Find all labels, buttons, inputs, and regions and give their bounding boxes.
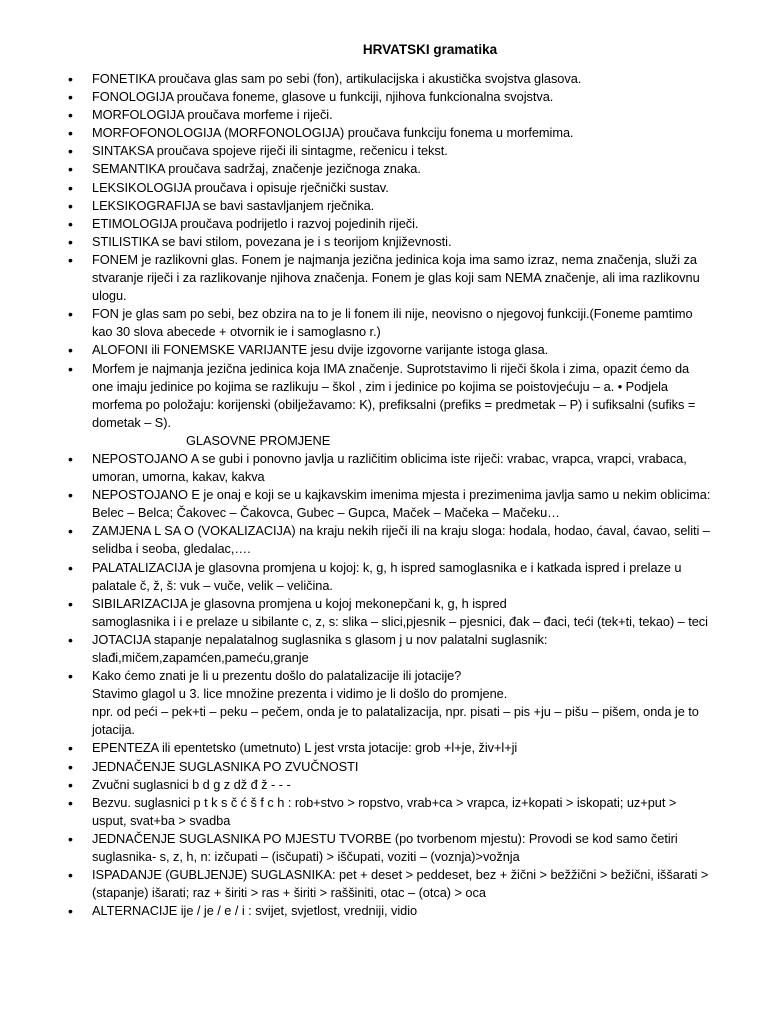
list-item bbox=[92, 233, 717, 251]
list-item bbox=[92, 251, 717, 305]
list-item-line: • SINTAKSA proučava spojeve riječi ili sintagme, rečenicu i tekst. bbox=[92, 143, 448, 159]
list-item-line: Belec – Belca; Čakovec – Čakovca, Gubec – Gupca, Maček – Mačeka – Mačeku… bbox=[92, 505, 560, 521]
list-item bbox=[92, 794, 717, 830]
list-item-line: jotacija. bbox=[92, 722, 135, 738]
list-item bbox=[92, 830, 717, 866]
list-item-line: • MORFOFONOLOGIJA (MORFONOLOGIJA) proučava funkciju fonema u morfemima. bbox=[92, 125, 574, 141]
list-item bbox=[92, 758, 717, 776]
list-item-line: umoran, umorna, kakav, kakva bbox=[92, 469, 265, 485]
list-item-line: • FONEM je razlikovni glas. Fonem je najmanja jezična jedinica koja ima samo izraz, nema značenja, služi za bbox=[92, 251, 697, 267]
list-item-line: • EPENTEZA ili epentetsko (umetnuto) L jest vrsta jotacije: grob +l+je, živ+l+ji bbox=[92, 740, 518, 756]
list-item-line: • FON je glas sam po sebi, bez obzira na to je li fonem ili nije, neovisno o njegovoj funkciji.(Foneme pamtimo bbox=[92, 306, 693, 322]
list-item-line: one imaju jedinice po kojima se razlikuju – škol , zim i jedinice po kojima se poistovjećuju – a. • Podjela bbox=[92, 378, 668, 394]
list-item-line: • SIBILARIZACIJA je glasovna promjena u kojoj mekonepčani k, g, h ispred bbox=[92, 595, 507, 611]
list-item-line: Stavimo glagol u 3. lice množine prezenta i vidimo je li došlo do promjene. bbox=[92, 686, 508, 702]
list-item bbox=[92, 88, 717, 106]
list-item-line: • Morfem je najmanja jezična jedinica koja IMA značenje. Suprotstavimo li riječi škola i zima, opazit ćemo da bbox=[92, 360, 690, 376]
list-item bbox=[92, 902, 717, 920]
list-item-line: • JEDNAČENJE SUGLASNIKA PO MJESTU TVORBE (po tvorbenom mjestu): Provodi se kod samo četiri bbox=[92, 830, 678, 846]
list-item-line: kao 30 slova abecede + otvornik ie i samoglasno r.) bbox=[92, 324, 381, 340]
list-item-line: • NEPOSTOJANO A se gubi i ponovno javlja u različitim oblicima iste riječi: vrabac, vrapca, vrapci, vrabaca, bbox=[92, 450, 687, 466]
list-item bbox=[92, 106, 717, 124]
list-item-line: • MORFOLOGIJA proučava morfeme i riječi. bbox=[92, 107, 333, 123]
list-item-line: • NEPOSTOJANO E je onaj e koji se u kajkavskim imenima mjesta i prezimenima javlja samo u nekim oblicima: bbox=[92, 487, 711, 503]
list-item-line: usput, svat+ba > svadba bbox=[92, 812, 231, 828]
list-item-line: • Bezvu. suglasnici p t k s č ć š f c h : rob+stvo > ropstvo, vrab+ca > vrapca, iz+kopati > iskopati; uz+put > bbox=[92, 794, 677, 810]
list-item-line: • SEMANTIKA proučava sadržaj, značenje jezičnoga znaka. bbox=[92, 161, 421, 177]
list-item-line: • JEDNAČENJE SUGLASNIKA PO ZVUČNOSTI bbox=[92, 758, 359, 774]
document-title: HRVATSKI gramatika bbox=[362, 42, 498, 57]
list-item-line: • ALOFONI ili FONEMSKE VARIJANTE jesu dvije izgovorne varijante istoga glasa. bbox=[92, 342, 549, 358]
list-item bbox=[92, 559, 717, 595]
list-item bbox=[92, 160, 717, 178]
list-item bbox=[92, 305, 717, 341]
list-item-line: (stapanje) išarati; raz + širiti > ras + širiti > raššiniti, otac – (otca) > oca bbox=[92, 885, 486, 901]
list-item bbox=[92, 197, 717, 215]
list-item-line: • PALATALIZACIJA je glasovna promjena u kojoj: k, g, h ispred samoglasnika e i katkada ispred i prelaze u bbox=[92, 559, 682, 575]
list-item-line: • ALTERNACIJE ije / je / e / i : svijet, svjetlost, vredniji, vidio bbox=[92, 903, 418, 919]
list-item bbox=[92, 341, 717, 359]
list-item bbox=[92, 866, 717, 902]
list-item-line: • Kako ćemo znati je li u prezentu došlo do palatalizacije ili jotacije? bbox=[92, 668, 462, 684]
list-item-line: • ZAMJENA L SA O (VOKALIZACIJA) na kraju nekih riječi ili na kraju sloga: hodala, hodao, ćaval, ćavao, seliti – bbox=[92, 523, 710, 539]
list-item bbox=[92, 450, 717, 486]
list-item-line: GLASOVNE PROMJENE bbox=[186, 432, 331, 448]
list-item-line: • FONETIKA proučava glas sam po sebi (fon), artikulacijska i akustička svojstva glasova. bbox=[92, 71, 582, 86]
list-item-line: npr. od peći – pek+ti – peku – pečem, onda je to palatalizacija, npr. pisati – pis +ju – pišu – pišem, onda je to bbox=[92, 704, 699, 720]
list-item-line: • LEKSIKOLOGIJA proučava i opisuje rječnički sustav. bbox=[92, 179, 389, 195]
list-item-line: suglasnika- s, z, h, n: izčupati – (isčupati) > iščupati, voziti – (voznja)>vožnja bbox=[92, 849, 520, 865]
list-item bbox=[92, 215, 717, 233]
list-item-line: stvaranje riječi i za razlikovanje njihova značenja. Fonem je glas koji sam NEMA značenje, ali ima razlikovnu bbox=[92, 270, 700, 286]
list-item-line: • ISPADANJE (GUBLJENJE) SUGLASNIKA: pet + deset > peddeset, bez + žični > bežžični > bežični, iššarati > bbox=[92, 867, 709, 883]
list-item-line: samoglasnika i i e prelaze u sibilante c, z, s: slika – slici,pjesnik – pjesnici, đak – đaci, teći (tek+ti, tekao) – teci bbox=[92, 613, 708, 629]
list-item-line: dometak – S). bbox=[92, 414, 172, 430]
list-item-line: palatale č, ž, š: vuk – vuče, velik – veličina. bbox=[92, 577, 333, 593]
list-item-line: • ETIMOLOGIJA proučava podrijetlo i razvoj pojedinih riječi. bbox=[92, 215, 419, 231]
list-item bbox=[92, 486, 717, 522]
list-item-line: • JOTACIJA stapanje nepalatalnog suglasnika s glasom j u nov palatalni suglasnik: bbox=[92, 631, 548, 647]
grammar-list bbox=[92, 70, 717, 920]
list-item-line: ulogu. bbox=[92, 288, 127, 304]
list-item-line: • STILISTIKA se bavi stilom, povezana je i s teorijom književnosti. bbox=[92, 233, 452, 249]
list-item-line: selidba i seoba, gledalac,…. bbox=[92, 541, 251, 557]
list-item-line: • Zvučni suglasnici b d g z dž đ ž - - - bbox=[92, 776, 291, 792]
list-item bbox=[92, 522, 717, 558]
list-item bbox=[92, 360, 717, 432]
list-item bbox=[92, 595, 717, 631]
list-item bbox=[92, 667, 717, 739]
list-item bbox=[92, 631, 717, 667]
list-item-line: morfema po položaju: korijenski (obilježavamo: K), prefiksalni (prefiks = predmetak – P) i sufiksalni (sufiks = bbox=[92, 396, 696, 412]
list-item-line: • FONOLOGIJA proučava foneme, glasove u funkciji, njihova funkcionalna svojstva. bbox=[92, 89, 554, 105]
list-item bbox=[92, 776, 717, 794]
list-item bbox=[92, 70, 717, 88]
list-item-line: slađi,mičem,zapamćen,pameću,granje bbox=[92, 650, 309, 665]
list-item bbox=[92, 124, 717, 142]
list-item bbox=[92, 142, 717, 160]
list-item-line: • LEKSIKOGRAFIJA se bavi sastavljanjem rječnika. bbox=[92, 197, 375, 213]
list-item bbox=[92, 179, 717, 197]
list-item bbox=[92, 739, 717, 757]
section-heading bbox=[92, 432, 717, 450]
